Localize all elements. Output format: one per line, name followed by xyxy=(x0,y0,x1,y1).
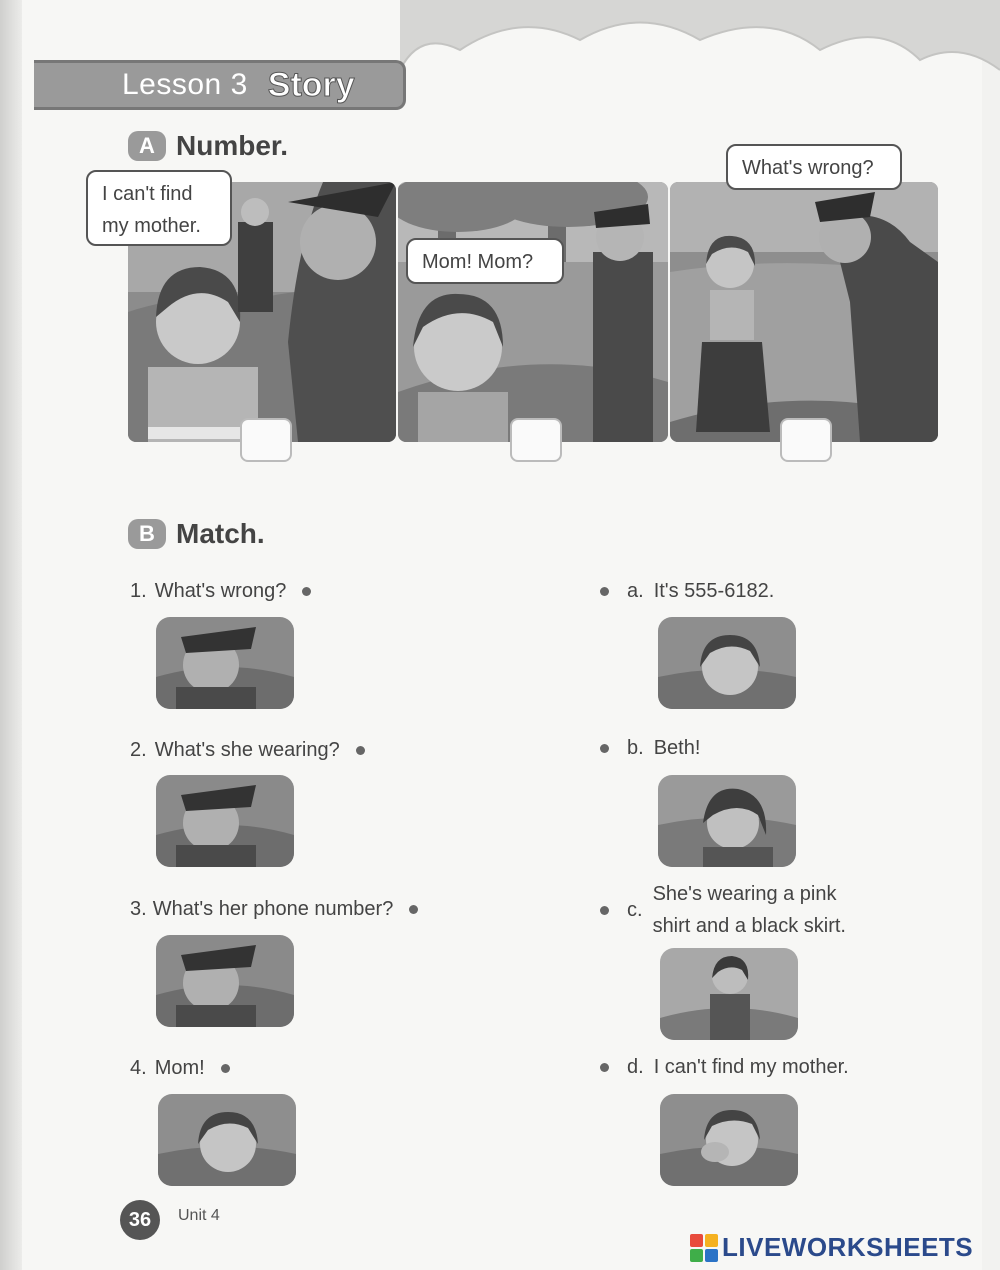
section-a-title: Number. xyxy=(176,130,289,161)
answer-letter: a. xyxy=(627,580,644,602)
question-1 xyxy=(130,580,311,603)
speech-bubble-1: I can't find my mother. xyxy=(86,170,232,246)
lesson-label: Lesson 3 xyxy=(122,68,248,101)
question-2 xyxy=(130,739,365,762)
watermark-text: LIVEWORKSHEETS xyxy=(722,1232,974,1262)
answer-text: I can't find my mother. xyxy=(653,1056,849,1078)
question-3 xyxy=(130,898,418,921)
section-a-heading xyxy=(128,130,288,162)
answer-d xyxy=(600,1056,849,1079)
question-text: What's wrong? xyxy=(154,580,287,602)
question-number: 3. xyxy=(130,898,147,920)
panel-2-number-box[interactable] xyxy=(510,418,562,462)
unit-label: Unit 4 xyxy=(178,1207,220,1224)
story-panels xyxy=(128,182,938,444)
section-b-heading xyxy=(128,518,265,550)
match-dot[interactable] xyxy=(356,746,365,755)
girl-thumbnail-q4 xyxy=(158,1094,296,1186)
answer-text: She's wearing a pink shirt and a black skirt. xyxy=(652,883,846,937)
question-number: 1. xyxy=(130,580,147,602)
match-dot[interactable] xyxy=(302,587,311,596)
match-dot[interactable] xyxy=(600,906,609,915)
answer-text: Beth! xyxy=(653,737,701,759)
policeman-thumbnail-3 xyxy=(156,935,294,1027)
policeman-thumbnail-1 xyxy=(156,617,294,709)
question-text: Mom! xyxy=(154,1057,205,1079)
match-dot[interactable] xyxy=(600,1063,609,1072)
question-number: 2. xyxy=(130,739,147,761)
liveworksheets-watermark xyxy=(690,1232,973,1263)
girl-thumbnail-a xyxy=(658,617,796,709)
section-b-badge: B xyxy=(128,519,166,549)
story-panel-3 xyxy=(670,182,938,442)
answer-a xyxy=(600,580,774,603)
mother-thumbnail-c xyxy=(660,948,798,1040)
question-number: 4. xyxy=(130,1057,147,1079)
panel-1-number-box[interactable] xyxy=(240,418,292,462)
story-panel-2 xyxy=(398,182,668,442)
question-text: What's she wearing? xyxy=(154,739,340,761)
lesson-banner xyxy=(34,60,406,110)
page-number: 36 xyxy=(120,1200,160,1240)
girl-crying-thumbnail-d xyxy=(660,1094,798,1186)
mother-thumbnail-b xyxy=(658,775,796,867)
answer-letter: d. xyxy=(627,1056,644,1078)
page-binding-shadow xyxy=(0,0,22,1270)
answer-c xyxy=(600,878,846,942)
match-dot[interactable] xyxy=(409,905,418,914)
speech-bubble-2: Mom! Mom? xyxy=(406,238,564,284)
match-dot[interactable] xyxy=(600,744,609,753)
question-text: What's her phone number? xyxy=(152,898,394,920)
section-b-title: Match. xyxy=(176,518,265,549)
answer-b xyxy=(600,737,700,760)
speech-bubble-3: What's wrong? xyxy=(726,144,902,190)
section-a-badge: A xyxy=(128,131,166,161)
liveworksheets-logo-icon xyxy=(690,1234,718,1262)
match-dot[interactable] xyxy=(600,587,609,596)
answer-text: It's 555-6182. xyxy=(653,580,775,602)
answer-letter: c. xyxy=(627,898,643,921)
panel-3-number-box[interactable] xyxy=(780,418,832,462)
policeman-thumbnail-2 xyxy=(156,775,294,867)
match-dot[interactable] xyxy=(221,1064,230,1073)
question-4 xyxy=(130,1057,230,1080)
lesson-title: Story xyxy=(267,65,355,104)
answer-letter: b. xyxy=(627,737,644,759)
